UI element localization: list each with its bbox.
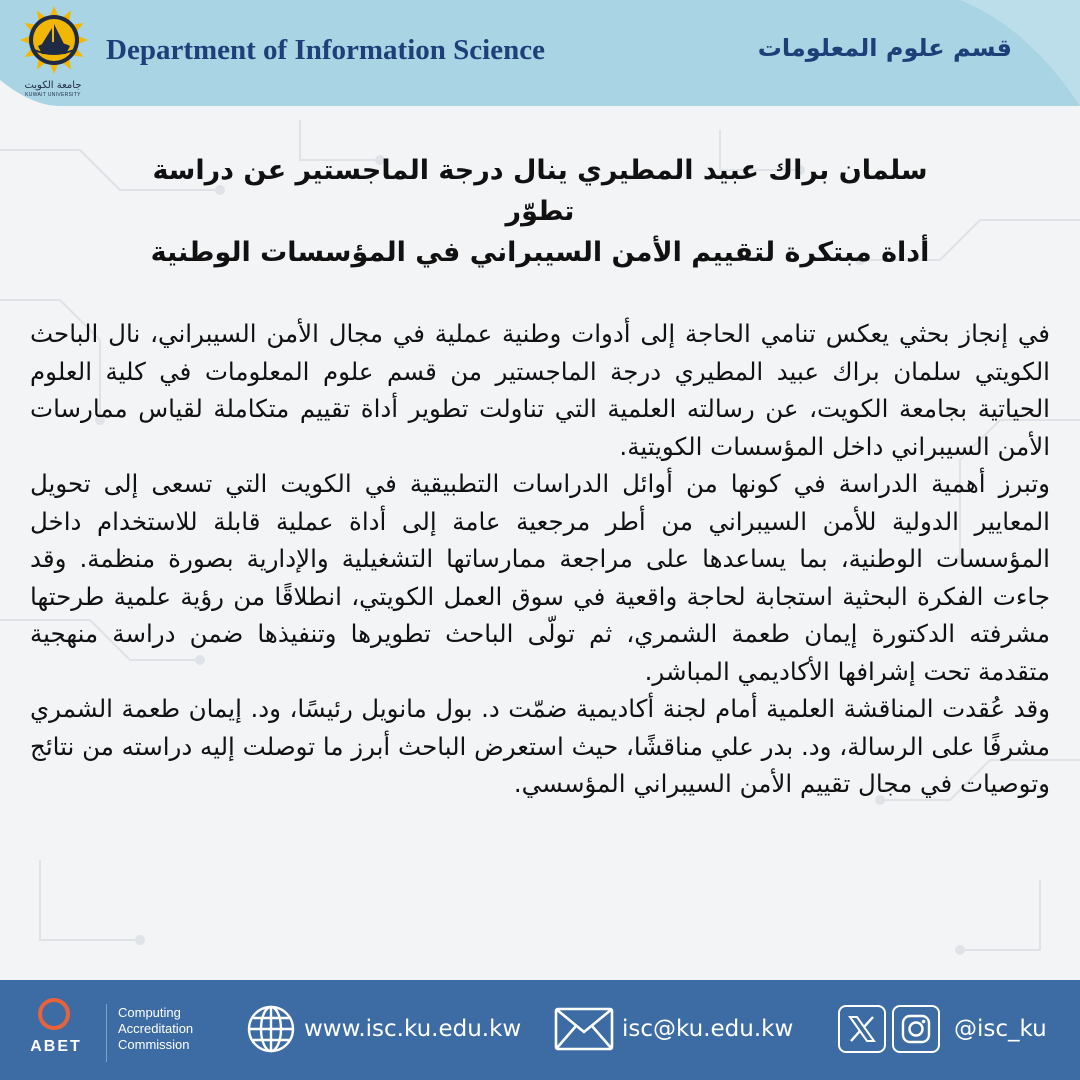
website-link[interactable] bbox=[246, 1004, 521, 1054]
footer-divider bbox=[106, 1004, 107, 1062]
social-links bbox=[838, 1004, 1047, 1054]
department-title-arabic: قسم علوم المعلومات bbox=[757, 34, 1012, 62]
x-link[interactable] bbox=[838, 1005, 886, 1053]
email-text: isc@ku.edu.kw bbox=[622, 1016, 794, 1042]
article-paragraph-3: وقد عُقدت المناقشة العلمية أمام لجنة أكاديمية ضمّت د. بول مانويل رئيسًا، ود. إيمان طعمة الشمري مشرفًا على الرسالة، ود. بدر علي مناقشًا، حيث استعرض الباحث أبرز ما توصلت إليه دراسته من نتائج وتوصيات في مجال تقييم الأمن السيبراني المؤسسي. bbox=[30, 694, 1050, 798]
article-paragraph-1: في إنجاز بحثي يعكس تنامي الحاجة إلى أدوات وطنية عملية في مجال الأمن السيبراني، نال الباحث الكويتي سلمان براك عبيد المطيري درجة الماجستير من قسم علوم المعلومات في كلية العلوم الحياتية بجامعة الكويت، عن رسالته العلمية التي تناولت تطوير أداة تقييم متكاملة لقياس ممارسات الأمن السيبراني داخل المؤسسات الكويتية. bbox=[30, 319, 1050, 461]
logo-caption-arabic: جامعة الكويت bbox=[24, 80, 82, 91]
abet-logo-text: ABET bbox=[30, 1038, 82, 1055]
abet-caption-line-2: Accreditation bbox=[118, 1021, 194, 1036]
department-title-english: Department of Information Science bbox=[106, 34, 545, 66]
abet-caption-line-3: Commission bbox=[118, 1037, 190, 1052]
globe-icon bbox=[246, 1004, 296, 1054]
headline-line-2: أداة مبتكرة لتقييم الأمن السيبراني في المؤسسات الوطنية bbox=[150, 237, 930, 268]
abet-logo bbox=[18, 998, 94, 1068]
instagram-link[interactable] bbox=[892, 1005, 940, 1053]
envelope-icon bbox=[554, 1006, 614, 1052]
website-text: www.isc.ku.edu.kw bbox=[304, 1016, 522, 1042]
email-link[interactable] bbox=[554, 1004, 793, 1054]
logo-caption-english: KUWAIT UNIVERSITY bbox=[25, 92, 81, 98]
abet-commission-caption bbox=[118, 1005, 193, 1053]
social-handle: @isc_ku bbox=[954, 1016, 1047, 1042]
article bbox=[30, 150, 1050, 803]
article-paragraph-2: وتبرز أهمية الدراسة في كونها من أوائل الدراسات التطبيقية في الكويت التي تسعى إلى تحويل المعايير الدولية للأمن السيبراني من أطر مرجعية عامة إلى أداة عملية قابلة للاستخدام داخل المؤسسات الوطنية، بما يساعدها على مراجعة ممارساتها التشغيلية والإدارية بصورة منظمة. وقد جاءت الفكرة البحثية استجابة لحاجة واقعية في سوق العمل الكويتي، انطلاقًا من رؤية علمية طرحتها مشرفته الدكتورة إيمان طعمة الشمري، ثم تولّى الباحث تطويرها وتنفيذها ضمن دراسة منهجية متقدمة تحت إشرافها الأكاديمي المباشر. bbox=[30, 469, 1050, 686]
article-headline bbox=[30, 150, 1050, 273]
x-icon bbox=[846, 1013, 878, 1045]
abet-caption-line-1: Computing bbox=[118, 1005, 181, 1020]
headline-line-1: سلمان براك عبيد المطيري ينال درجة الماجستير عن دراسة تطوّر bbox=[152, 155, 928, 227]
footer bbox=[0, 980, 1080, 1080]
instagram-icon bbox=[900, 1013, 932, 1045]
header bbox=[0, 0, 1080, 106]
abet-ring-icon bbox=[38, 998, 70, 1030]
